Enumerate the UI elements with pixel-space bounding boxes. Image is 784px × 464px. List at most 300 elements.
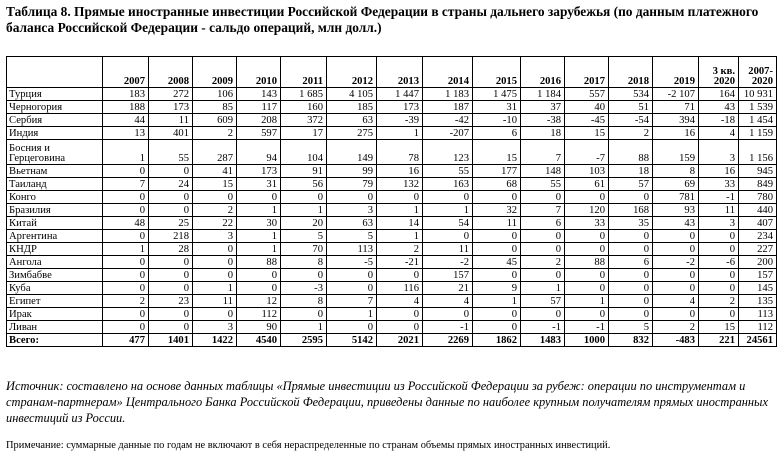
value-cell: 99 [327, 165, 377, 178]
value-cell: 2269 [423, 334, 473, 347]
value-cell: 94 [237, 140, 281, 165]
table-row [7, 88, 777, 101]
value-cell: 0 [193, 269, 237, 282]
value-cell: -45 [565, 114, 609, 127]
value-cell: 23 [149, 295, 193, 308]
value-cell: 6 [609, 256, 653, 269]
value-cell: 1 454 [739, 114, 777, 127]
value-cell: 0 [423, 191, 473, 204]
header-year: 2019 [653, 57, 699, 88]
value-cell: 90 [237, 321, 281, 334]
table-row [7, 191, 777, 204]
value-cell: 1 [565, 295, 609, 308]
value-cell: 0 [521, 243, 565, 256]
header-year: 2008 [149, 57, 193, 88]
value-cell: 234 [739, 230, 777, 243]
country-cell: Турция [7, 88, 103, 101]
value-cell: 113 [739, 308, 777, 321]
value-cell: 7 [103, 178, 149, 191]
value-cell: 2 [103, 295, 149, 308]
value-cell: 149 [327, 140, 377, 165]
value-cell: 24561 [739, 334, 777, 347]
value-cell: 781 [653, 191, 699, 204]
value-cell: 1 156 [739, 140, 777, 165]
header-year: 2016 [521, 57, 565, 88]
value-cell: 0 [237, 191, 281, 204]
total-row [7, 334, 777, 347]
value-cell: 11 [193, 295, 237, 308]
value-cell: 200 [739, 256, 777, 269]
value-cell: 123 [423, 140, 473, 165]
source-text: Источник: составлено на основе данных таблицы «Прямые инвестиции из Российской Федерации за рубеж: операции по инструментам и странам-партнерам» Центрального Банка Российской Федерации, приведены данные по наиболее крупным получателям прямых иностранных инвестиций из России. [6, 379, 768, 425]
header-year: 3 кв. 2020 [699, 57, 739, 88]
value-cell: 14 [377, 217, 423, 230]
value-cell: 597 [237, 127, 281, 140]
value-cell: 0 [521, 269, 565, 282]
value-cell: 0 [565, 269, 609, 282]
value-cell: 57 [609, 178, 653, 191]
value-cell: 2021 [377, 334, 423, 347]
value-cell: 8 [653, 165, 699, 178]
value-cell: 22 [193, 217, 237, 230]
value-cell: 4 [699, 127, 739, 140]
country-cell: Вьетнам [7, 165, 103, 178]
value-cell: 0 [193, 256, 237, 269]
value-cell: 0 [423, 308, 473, 321]
table-row [7, 295, 777, 308]
value-cell: 4 [377, 295, 423, 308]
value-cell: 24 [149, 178, 193, 191]
value-cell: 272 [149, 88, 193, 101]
value-cell: 43 [699, 101, 739, 114]
value-cell: 54 [423, 217, 473, 230]
value-cell: 177 [473, 165, 521, 178]
value-cell: 1 [193, 282, 237, 295]
value-cell: 12 [237, 295, 281, 308]
table-row [7, 127, 777, 140]
value-cell: 30 [237, 217, 281, 230]
value-cell: 832 [609, 334, 653, 347]
value-cell: 88 [237, 256, 281, 269]
value-cell: -21 [377, 256, 423, 269]
value-cell: 173 [377, 101, 423, 114]
value-cell: 0 [565, 308, 609, 321]
value-cell: 15 [699, 321, 739, 334]
value-cell: 112 [739, 321, 777, 334]
value-cell: 57 [521, 295, 565, 308]
value-cell: 55 [521, 178, 565, 191]
value-cell: 18 [521, 127, 565, 140]
value-cell: 0 [565, 191, 609, 204]
value-cell: 1 685 [281, 88, 327, 101]
value-cell: 3 [193, 230, 237, 243]
value-cell: 187 [423, 101, 473, 114]
value-cell: -10 [473, 114, 521, 127]
value-cell: -1 [565, 321, 609, 334]
country-cell: Ангола [7, 256, 103, 269]
value-cell: 33 [699, 178, 739, 191]
country-cell: Китай [7, 217, 103, 230]
value-cell: 0 [103, 269, 149, 282]
header-year: 2015 [473, 57, 521, 88]
table-row [7, 230, 777, 243]
value-cell: 1 [521, 282, 565, 295]
value-cell: 1862 [473, 334, 521, 347]
value-cell: -2 [423, 256, 473, 269]
value-cell: 0 [473, 321, 521, 334]
value-cell: 0 [377, 191, 423, 204]
value-cell: -42 [423, 114, 473, 127]
value-cell: 5 [281, 230, 327, 243]
value-cell: 117 [237, 101, 281, 114]
value-cell: 1 [377, 204, 423, 217]
table-row [7, 165, 777, 178]
value-cell: 0 [103, 321, 149, 334]
value-cell: 0 [653, 308, 699, 321]
value-cell: 40 [565, 101, 609, 114]
value-cell: 5142 [327, 334, 377, 347]
value-cell: 0 [327, 321, 377, 334]
value-cell: 85 [193, 101, 237, 114]
value-cell: 17 [281, 127, 327, 140]
value-cell: 0 [103, 204, 149, 217]
value-cell: -39 [377, 114, 423, 127]
value-cell: 11 [149, 114, 193, 127]
value-cell: 15 [565, 127, 609, 140]
value-cell: 0 [653, 230, 699, 243]
header-country [7, 57, 103, 88]
value-cell: 1 184 [521, 88, 565, 101]
value-cell: -18 [699, 114, 739, 127]
value-cell: 1 183 [423, 88, 473, 101]
value-cell: 2 [377, 243, 423, 256]
country-cell: Куба [7, 282, 103, 295]
value-cell: 0 [521, 308, 565, 321]
value-cell: -3 [281, 282, 327, 295]
value-cell: 2 [653, 321, 699, 334]
table-row [7, 282, 777, 295]
value-cell: 945 [739, 165, 777, 178]
value-cell: 2 [521, 256, 565, 269]
value-cell: 11 [699, 204, 739, 217]
value-cell: 63 [327, 217, 377, 230]
value-cell: 0 [149, 269, 193, 282]
value-cell: 13 [103, 127, 149, 140]
table-row [7, 256, 777, 269]
value-cell: 0 [327, 269, 377, 282]
value-cell: 440 [739, 204, 777, 217]
value-cell: 0 [149, 204, 193, 217]
value-cell: 208 [237, 114, 281, 127]
value-cell: 0 [327, 282, 377, 295]
header-year: 2011 [281, 57, 327, 88]
value-cell: 2 [609, 127, 653, 140]
value-cell: 31 [473, 101, 521, 114]
value-cell: 159 [653, 140, 699, 165]
value-cell: 143 [237, 88, 281, 101]
value-cell: 0 [377, 269, 423, 282]
value-cell: 1 [103, 243, 149, 256]
value-cell: 0 [193, 191, 237, 204]
value-cell: 1 [473, 295, 521, 308]
value-cell: 15 [473, 140, 521, 165]
value-cell: 32 [473, 204, 521, 217]
value-cell: 0 [149, 191, 193, 204]
value-cell: 183 [103, 88, 149, 101]
value-cell: 11 [423, 243, 473, 256]
value-cell: 0 [653, 269, 699, 282]
value-cell: 9 [473, 282, 521, 295]
country-cell: Ливан [7, 321, 103, 334]
value-cell: 157 [739, 269, 777, 282]
value-cell: 3 [699, 217, 739, 230]
value-cell: 4 [653, 295, 699, 308]
value-cell: 45 [473, 256, 521, 269]
table-row [7, 204, 777, 217]
investment-table [6, 56, 777, 347]
value-cell: 4540 [237, 334, 281, 347]
value-cell: 0 [609, 295, 653, 308]
value-cell: 160 [281, 101, 327, 114]
value-cell: 1000 [565, 334, 609, 347]
value-cell: 0 [473, 191, 521, 204]
value-cell: 112 [237, 308, 281, 321]
value-cell: 10 931 [739, 88, 777, 101]
value-cell: 1 [237, 230, 281, 243]
value-cell: 0 [565, 230, 609, 243]
value-cell: 1 539 [739, 101, 777, 114]
value-cell: 37 [521, 101, 565, 114]
value-cell: 407 [739, 217, 777, 230]
value-cell: 16 [699, 165, 739, 178]
value-cell: 113 [327, 243, 377, 256]
country-cell: Босния и Герцеговина [7, 140, 103, 165]
value-cell: 157 [423, 269, 473, 282]
value-cell: 2595 [281, 334, 327, 347]
table-header-row [7, 57, 777, 88]
value-cell: 0 [281, 269, 327, 282]
value-cell: 28 [149, 243, 193, 256]
value-cell: 394 [653, 114, 699, 127]
value-cell: 0 [103, 282, 149, 295]
value-cell: 16 [653, 127, 699, 140]
table-row [7, 140, 777, 165]
value-cell: 0 [149, 256, 193, 269]
note-text: Примечание: суммарные данные по годам не включают в себя нераспределенные по странам объемы прямых иностранных инвестиций. [6, 440, 611, 451]
header-year: 2012 [327, 57, 377, 88]
value-cell: 0 [699, 282, 739, 295]
country-cell: Конго [7, 191, 103, 204]
value-cell: 0 [521, 191, 565, 204]
value-cell: 31 [237, 178, 281, 191]
value-cell: 609 [193, 114, 237, 127]
value-cell: 15 [193, 178, 237, 191]
value-cell: 1422 [193, 334, 237, 347]
table-row [7, 114, 777, 127]
value-cell: 477 [103, 334, 149, 347]
country-cell: Таиланд [7, 178, 103, 191]
header-year: 2013 [377, 57, 423, 88]
value-cell: 0 [699, 243, 739, 256]
value-cell: 275 [327, 127, 377, 140]
country-cell: Ирак [7, 308, 103, 321]
value-cell: 0 [473, 230, 521, 243]
value-cell: 56 [281, 178, 327, 191]
value-cell: 0 [193, 243, 237, 256]
table-row [7, 243, 777, 256]
value-cell: 1 [377, 230, 423, 243]
value-cell: -2 [653, 256, 699, 269]
value-cell: -483 [653, 334, 699, 347]
value-cell: 163 [423, 178, 473, 191]
value-cell: 68 [473, 178, 521, 191]
value-cell: 0 [609, 230, 653, 243]
value-cell: 6 [521, 217, 565, 230]
table-row [7, 101, 777, 114]
country-cell: Бразилия [7, 204, 103, 217]
value-cell: -54 [609, 114, 653, 127]
value-cell: 104 [281, 140, 327, 165]
value-cell: 221 [699, 334, 739, 347]
value-cell: 218 [149, 230, 193, 243]
value-cell: 0 [609, 269, 653, 282]
value-cell: 1 [237, 204, 281, 217]
value-cell: 0 [377, 321, 423, 334]
value-cell: 1 [327, 308, 377, 321]
value-cell: 43 [653, 217, 699, 230]
value-cell: 0 [565, 282, 609, 295]
value-cell: 1 [237, 243, 281, 256]
table-row [7, 321, 777, 334]
value-cell: 0 [699, 308, 739, 321]
value-cell: 0 [103, 165, 149, 178]
value-cell: -1 [423, 321, 473, 334]
value-cell: 0 [521, 230, 565, 243]
value-cell: 5 [609, 321, 653, 334]
value-cell: 0 [237, 282, 281, 295]
value-cell: 120 [565, 204, 609, 217]
value-cell: 227 [739, 243, 777, 256]
value-cell: 91 [281, 165, 327, 178]
value-cell: 71 [653, 101, 699, 114]
value-cell: 61 [565, 178, 609, 191]
value-cell: 1 [377, 127, 423, 140]
country-cell: Сербия [7, 114, 103, 127]
value-cell: 48 [103, 217, 149, 230]
value-cell: 88 [609, 140, 653, 165]
value-cell: 188 [103, 101, 149, 114]
value-cell: 20 [281, 217, 327, 230]
value-cell: 79 [327, 178, 377, 191]
header-year: 2007-2020 [739, 57, 777, 88]
value-cell: 6 [473, 127, 521, 140]
value-cell: 173 [237, 165, 281, 178]
table-row [7, 178, 777, 191]
value-cell: 78 [377, 140, 423, 165]
value-cell: 0 [149, 282, 193, 295]
value-cell: 106 [193, 88, 237, 101]
value-cell: 70 [281, 243, 327, 256]
value-cell: 41 [193, 165, 237, 178]
value-cell: -207 [423, 127, 473, 140]
value-cell: 0 [149, 165, 193, 178]
value-cell: -2 107 [653, 88, 699, 101]
value-cell: 0 [565, 243, 609, 256]
value-cell: 135 [739, 295, 777, 308]
value-cell: 173 [149, 101, 193, 114]
value-cell: 7 [521, 204, 565, 217]
header-year: 2009 [193, 57, 237, 88]
value-cell: 1 [281, 321, 327, 334]
value-cell: 25 [149, 217, 193, 230]
table-row [7, 217, 777, 230]
value-cell: 849 [739, 178, 777, 191]
value-cell: 1 [103, 140, 149, 165]
value-cell: 1483 [521, 334, 565, 347]
header-year: 2010 [237, 57, 281, 88]
value-cell: 7 [521, 140, 565, 165]
value-cell: 16 [377, 165, 423, 178]
value-cell: 44 [103, 114, 149, 127]
country-cell: Зимбабве [7, 269, 103, 282]
value-cell: 1 447 [377, 88, 423, 101]
value-cell: 0 [653, 282, 699, 295]
value-cell: 11 [473, 217, 521, 230]
value-cell: 1 159 [739, 127, 777, 140]
value-cell: 0 [699, 230, 739, 243]
value-cell: 164 [699, 88, 739, 101]
value-cell: -1 [699, 191, 739, 204]
header-year: 2017 [565, 57, 609, 88]
value-cell: 132 [377, 178, 423, 191]
value-cell: 0 [609, 191, 653, 204]
value-cell: 116 [377, 282, 423, 295]
value-cell: 0 [237, 269, 281, 282]
table-row [7, 269, 777, 282]
value-cell: 0 [103, 191, 149, 204]
value-cell: 0 [281, 308, 327, 321]
value-cell: 4 105 [327, 88, 377, 101]
header-year: 2018 [609, 57, 653, 88]
value-cell: 63 [327, 114, 377, 127]
value-cell: 8 [281, 256, 327, 269]
value-cell: 0 [149, 308, 193, 321]
value-cell: 1 475 [473, 88, 521, 101]
value-cell: 287 [193, 140, 237, 165]
value-cell: 0 [473, 308, 521, 321]
value-cell: 8 [281, 295, 327, 308]
header-year: 2007 [103, 57, 149, 88]
value-cell: 0 [609, 308, 653, 321]
value-cell: 69 [653, 178, 699, 191]
value-cell: 0 [699, 269, 739, 282]
value-cell: 168 [609, 204, 653, 217]
table-row [7, 308, 777, 321]
value-cell: 18 [609, 165, 653, 178]
country-cell: КНДР [7, 243, 103, 256]
value-cell: 0 [149, 321, 193, 334]
value-cell: 1401 [149, 334, 193, 347]
value-cell: 0 [103, 256, 149, 269]
value-cell: 51 [609, 101, 653, 114]
value-cell: 148 [521, 165, 565, 178]
value-cell: 7 [327, 295, 377, 308]
value-cell: 1 [423, 204, 473, 217]
value-cell: 0 [473, 269, 521, 282]
country-cell: Черногория [7, 101, 103, 114]
value-cell: 0 [609, 282, 653, 295]
table-title: Таблица 8. Прямые иностранные инвестиции Российской Федерации в страны дальнего зарубежья (по данным платежного баланса Российской Федерации - сальдо операций, млн долл.) [6, 4, 759, 35]
